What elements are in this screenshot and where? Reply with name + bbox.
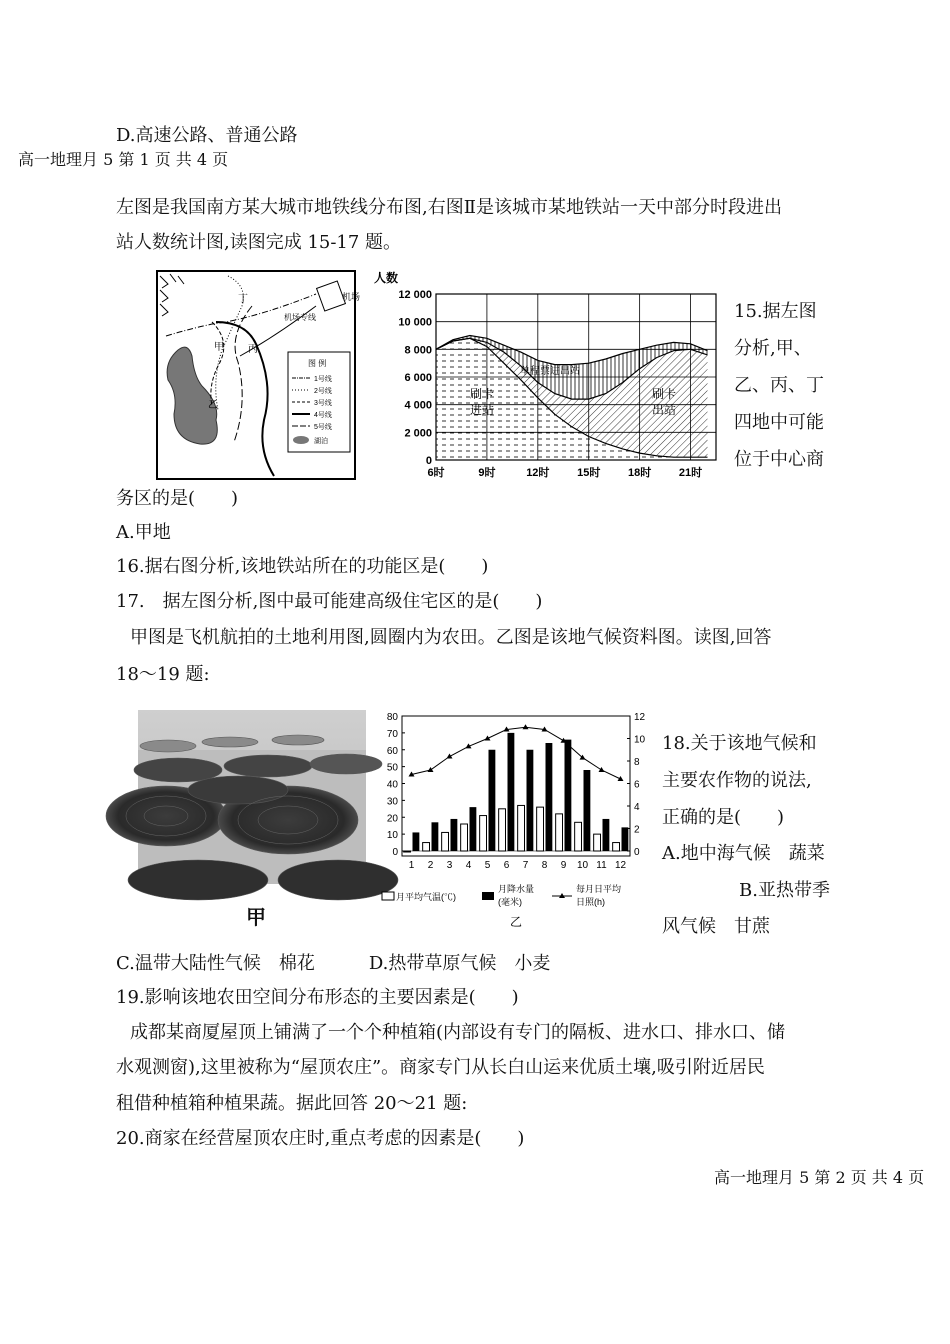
chart1-annotation-out-1: 刷卡 xyxy=(652,387,677,401)
q15-option-a: A.甲地 xyxy=(116,522,171,543)
x-tick-label: 3 xyxy=(446,860,453,871)
bar-precipitation xyxy=(413,832,420,851)
bar-precipitation xyxy=(489,750,496,851)
chart1-annotation-single: 单程票进出站 xyxy=(520,366,580,377)
label-airport-line: 机场专线 xyxy=(284,313,316,322)
x-tick-label: 12 xyxy=(614,860,627,871)
x-tick-label: 18时 xyxy=(628,467,652,479)
x-tick-label: 11 xyxy=(596,860,607,871)
subway-map xyxy=(156,270,361,480)
bar-temperature xyxy=(461,824,468,851)
label-ding: 丁 xyxy=(238,294,248,305)
q15-tail: 务区的是( ) xyxy=(116,488,239,509)
label-airport: 机场 xyxy=(342,292,361,302)
y-tick-label: 2 000 xyxy=(404,427,432,440)
x-tick-label: 7 xyxy=(522,860,529,871)
section3-intro-line1: 成都某商厦屋顶上铺满了一个个种植箱(内部设有专门的隔板、进水口、排水口、储 xyxy=(130,1022,786,1043)
bar-temperature xyxy=(442,832,449,851)
point-sunshine xyxy=(523,724,529,729)
bar-temperature xyxy=(518,805,525,851)
bar-precipitation xyxy=(451,819,458,851)
page2-footer: 高一地理月 5 第 2 页 共 4 页 xyxy=(714,1168,925,1187)
bar-precipitation xyxy=(527,750,534,851)
y2-tick-label: 10 xyxy=(634,734,646,746)
point-sunshine xyxy=(599,767,605,772)
x-tick-label: 21时 xyxy=(678,467,703,479)
label-yi: 乙 xyxy=(208,400,218,411)
aerial-photo xyxy=(138,710,366,884)
bar-precipitation xyxy=(603,819,610,851)
x-tick-label: 9 xyxy=(560,860,567,871)
x-tick-label: 6 xyxy=(503,860,510,871)
q15-line-1: 15.据左图 xyxy=(734,301,817,322)
bar-precipitation xyxy=(470,807,477,851)
legend-sun-2: 日照(h) xyxy=(576,897,605,907)
chart1-annotation-in-1: 刷卡 xyxy=(470,387,495,401)
bar-temperature xyxy=(594,834,601,851)
chart1-annotation-in-2: 进站 xyxy=(470,403,495,417)
label-jia: 甲 xyxy=(214,342,224,353)
x-tick-label: 8 xyxy=(541,860,548,871)
q18-options-cd: C.温带大陆性气候 棉花 D.热带草原气候 小麦 xyxy=(116,953,551,974)
q15-line-3: 乙、丙、丁 xyxy=(734,375,824,396)
legend-item: 湖泊 xyxy=(314,438,328,445)
y-tick-label: 0 xyxy=(392,847,398,858)
legend-precip-swatch xyxy=(482,892,494,900)
y2-tick-label: 6 xyxy=(634,779,640,791)
section2-intro-line1: 甲图是飞机航拍的土地利用图,圆圈内为农田。乙图是该地气候资料图。读图,回答 xyxy=(130,627,772,648)
x-tick-label: 9时 xyxy=(478,467,496,479)
q19: 19.影响该地农田空间分布形态的主要因素是( ) xyxy=(116,987,519,1008)
y-tick-label: 12 000 xyxy=(398,289,432,301)
y2-tick-label: 4 xyxy=(634,802,640,813)
y-tick-label: 10 000 xyxy=(398,316,432,329)
y-tick-label: 8 000 xyxy=(404,344,432,357)
y2-tick-label: 8 xyxy=(634,757,640,768)
legend-temp-swatch xyxy=(382,892,394,900)
q15-line-2: 分析,甲、 xyxy=(734,338,812,359)
climate-chart xyxy=(372,706,662,934)
bar-temperature xyxy=(423,843,430,851)
y2-tick-label: 12 xyxy=(634,712,646,723)
bar-precipitation xyxy=(546,743,553,851)
y2-tick-label: 0 xyxy=(634,847,640,858)
q18-line-1: 18.关于该地气候和 xyxy=(662,733,817,754)
legend-precip-2: (毫米) xyxy=(498,897,522,907)
bar-precipitation xyxy=(508,733,515,851)
photo-label: 甲 xyxy=(246,907,266,929)
legend-item: 4号线 xyxy=(314,412,332,419)
q16: 16.据右图分析,该地铁站所在的功能区是( ) xyxy=(116,556,489,577)
y-tick-label: 30 xyxy=(386,796,398,808)
bar-temperature xyxy=(575,822,582,851)
y-tick-label: 0 xyxy=(425,455,432,467)
section3-intro-line3: 租借种植箱种植果蔬。据此回答 20～21 题: xyxy=(116,1093,468,1114)
page1-footer: 高一地理月 5 第 1 页 共 4 页 xyxy=(18,150,229,169)
x-tick-label: 12时 xyxy=(526,467,550,479)
q18-line-3: 正确的是( ) xyxy=(662,807,785,828)
x-tick-label: 5 xyxy=(484,860,491,871)
y-tick-label: 4 000 xyxy=(404,399,432,412)
chart1-annotation-out-2: 出站 xyxy=(652,403,677,417)
y-tick-label: 6 000 xyxy=(404,372,432,384)
section2-intro-line2: 18～19 题: xyxy=(116,664,210,685)
y-tick-label: 10 xyxy=(386,830,398,842)
section1-intro-line1: 左图是我国南方某大城市地铁线分布图,右图Ⅱ是该城市某地铁站一天中部分时段进出 xyxy=(116,197,782,218)
legend-title: 图 例 xyxy=(308,359,327,368)
y-tick-label: 60 xyxy=(386,745,398,757)
legend-item: 1号线 xyxy=(314,376,332,383)
legend-item: 2号线 xyxy=(314,388,332,395)
q18-option-b: B.亚热带季 xyxy=(739,880,830,901)
legend-precip-1: 月降水量 xyxy=(498,884,535,894)
subway-passenger-chart xyxy=(370,268,722,480)
legend-temp: 月平均气温(℃) xyxy=(396,892,456,902)
chart1-ylabel: 人数 xyxy=(374,271,399,285)
x-tick-label: 4 xyxy=(465,860,472,871)
y-tick-label: 70 xyxy=(386,728,398,740)
bar-precipitation xyxy=(584,770,591,851)
bar-precipitation xyxy=(622,827,629,851)
q15-line-4: 四地中可能 xyxy=(734,412,824,433)
y2-tick-label: 2 xyxy=(634,824,640,836)
x-tick-label: 1 xyxy=(408,860,415,871)
legend-item: 3号线 xyxy=(314,400,332,407)
x-tick-label: 15时 xyxy=(577,467,601,479)
x-tick-label: 10 xyxy=(576,860,589,871)
option-d: D.高速公路、普通公路 xyxy=(116,125,298,146)
section3-intro-line2: 水观测窗),这里被称为“屋顶农庄”。商家专门从长白山运来优质土壤,吸引附近居民 xyxy=(116,1057,765,1078)
q20: 20.商家在经营屋顶农庄时,重点考虑的因素是( ) xyxy=(116,1128,525,1149)
bar-temperature xyxy=(556,814,563,851)
bar-temperature xyxy=(480,816,487,851)
legend-item: 5号线 xyxy=(314,424,332,431)
q18-line-2: 主要农作物的说法, xyxy=(662,770,812,791)
q18-option-a: A.地中海气候 蔬菜 xyxy=(662,843,825,864)
x-tick-label: 2 xyxy=(427,860,434,871)
bar-precipitation xyxy=(432,822,439,851)
y-tick-label: 80 xyxy=(386,712,398,723)
y-tick-label: 40 xyxy=(386,779,398,791)
bar-precipitation xyxy=(565,740,572,851)
y-tick-label: 50 xyxy=(386,762,398,774)
bar-temperature xyxy=(613,843,620,851)
section1-intro-line2: 站人数统计图,读图完成 15-17 题。 xyxy=(116,232,402,253)
point-sunshine xyxy=(428,767,434,772)
chart2-xlabel: 乙 xyxy=(510,915,523,929)
legend-sun-1: 每月日平均 xyxy=(576,884,622,894)
label-bing: 丙 xyxy=(248,344,258,355)
q18-option-b-cont: 风气候 甘蔗 xyxy=(662,916,770,937)
bar-temperature xyxy=(499,809,506,851)
y-tick-label: 20 xyxy=(386,813,398,825)
point-sunshine xyxy=(447,754,453,759)
bar-temperature xyxy=(537,807,544,851)
x-tick-label: 6时 xyxy=(427,467,445,479)
q15-line-5: 位于中心商 xyxy=(734,449,824,470)
q17: 17. 据左图分析,图中最可能建高级住宅区的是( ) xyxy=(116,591,543,612)
